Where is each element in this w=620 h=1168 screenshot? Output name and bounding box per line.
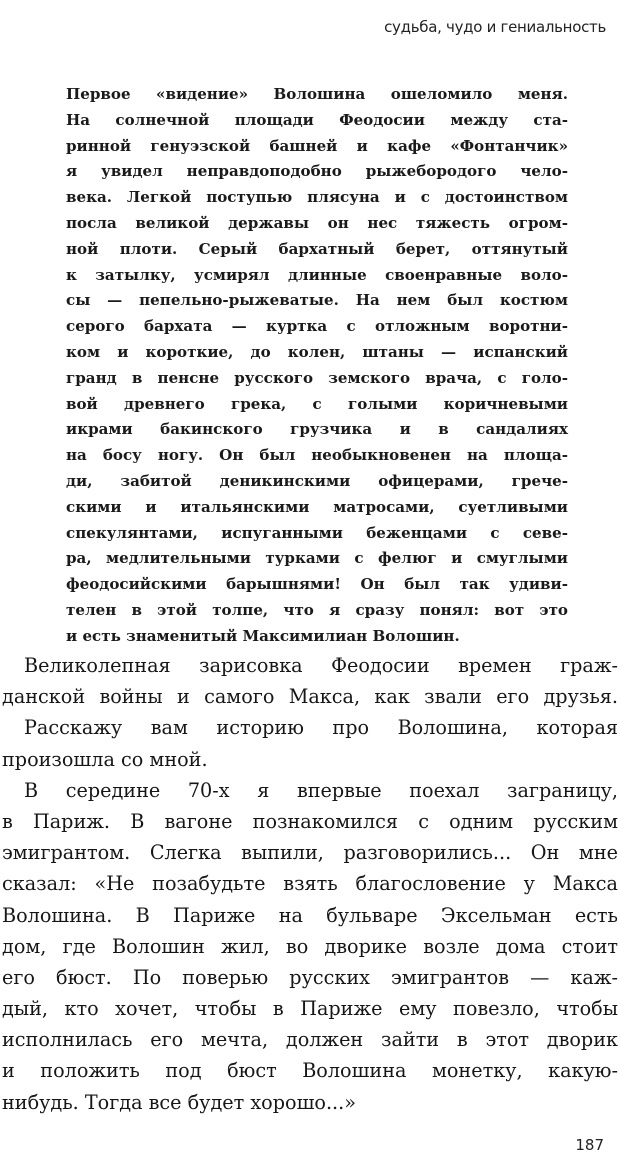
- body-line: произошла со мной.: [2, 747, 208, 771]
- body-line: сказал: «Не позабудьте взять благословение у Макса: [2, 872, 618, 896]
- body-line: нибудь. Тогда все будет хорошо...»: [2, 1090, 356, 1114]
- page-number: 187: [575, 1136, 604, 1154]
- body-line: дый, кто хочет, чтобы в Париже ему повезло, чтобы: [2, 997, 618, 1021]
- body-line: и положить под бюст Волошина монетку, какую-: [2, 1059, 618, 1083]
- quote-line: и есть знаменитый Максимилиан Волошин.: [66, 626, 460, 645]
- quote-line: скими и итальянскими матросами, суетливыми: [66, 497, 568, 516]
- body-line: Волошина. В Париже на бульваре Эксельман есть: [2, 903, 618, 927]
- block-quote: [66, 82, 568, 650]
- quote-line: века. Легкой поступью плясуна и с достоинством: [66, 188, 568, 207]
- quote-line: ра, медлительными турками с фелюг и смуглыми: [66, 549, 568, 568]
- body-line: исполнилась его мечта, должен зайти в этот дворик: [2, 1028, 618, 1052]
- quote-line: серого бархата — куртка с отложным воротни-: [66, 317, 568, 336]
- quote-line: на босу ногу. Он был необыкновенен на площа-: [66, 446, 568, 465]
- quote-line: вой древнего грека, с голыми коричневыми: [66, 394, 568, 413]
- quote-line: икрами бакинского грузчика и в сандалиях: [66, 420, 568, 439]
- body-line: дом, где Волошин жил, во дворике возле дома стоит: [2, 934, 618, 958]
- body-line: данской войны и самого Макса, как звали его друзья.: [2, 685, 618, 709]
- body-line: в Париж. В вагоне познакомился с одним русским: [2, 809, 618, 833]
- quote-line: посла великой державы он нес тяжесть огром-: [66, 213, 568, 232]
- quote-line: спекулянтами, испуганными беженцами с севе-: [66, 523, 568, 542]
- quote-line: ринной генуэзской башней и кафе «Фонтанчик»: [66, 136, 568, 155]
- body-text: [2, 650, 618, 1118]
- body-line: его бюст. По поверью русских эмигрантов — каж-: [2, 965, 618, 989]
- quote-line: телен в этой толпе, что я сразу понял: вот это: [66, 600, 568, 619]
- quote-line: Первое «видение» Волошина ошеломило меня.: [66, 85, 568, 103]
- quote-line: я увидел неправдоподобно рыжебородого чело-: [66, 162, 568, 181]
- quote-line: гранд в пенсне русского земского врача, с голо-: [66, 368, 568, 387]
- quote-line: ком и короткие, до колен, штаны — испанский: [66, 342, 568, 361]
- quote-line: ной плоти. Серый бархатный берет, оттянутый: [66, 239, 568, 258]
- body-line: Расскажу вам историю про Волошина, которая: [24, 716, 618, 740]
- body-line: В середине 70-х я впервые поехал заграницу,: [24, 778, 618, 802]
- quote-line: к затылку, усмирял длинные своенравные воло-: [66, 265, 568, 284]
- quote-line: На солнечной площади Феодосии между ста-: [66, 110, 568, 129]
- quote-line: сы — пепельно-рыжеватые. На нем был костюм: [66, 291, 568, 310]
- body-line: эмигрантом. Слегка выпили, разговорились... Он мне: [2, 841, 618, 865]
- quote-line: ди, забитой деникинскими офицерами, грече-: [66, 471, 568, 490]
- quote-line: феодосийскими барышнями! Он был так удиви-: [66, 575, 568, 594]
- body-line: Великолепная зарисовка Феодосии времен граж-: [24, 654, 618, 677]
- running-header: судьба, чудо и гениальность: [384, 18, 606, 36]
